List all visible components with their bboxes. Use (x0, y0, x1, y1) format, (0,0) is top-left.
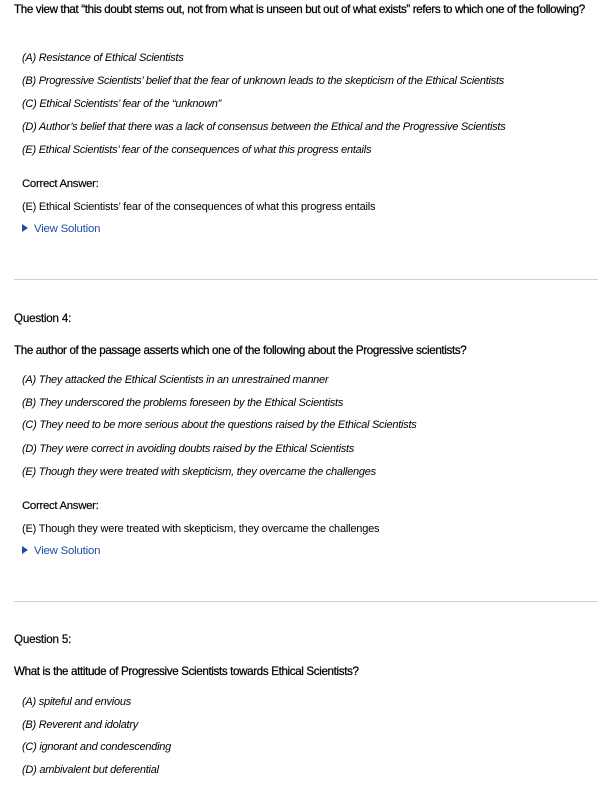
question-4-correct-answer-label: Correct Answer: (22, 500, 99, 512)
expand-triangle-icon (22, 224, 28, 232)
question-5-heading: Question 5: (14, 633, 72, 646)
question-5-option-d: (D) ambivalent but deferential (22, 764, 159, 776)
question-3-correct-answer: (E) Ethical Scientists’ fear of the consequences of what this progress entails (22, 201, 376, 213)
question-4-option-e: (E) Though they were treated with skepticism, they overcame the challenges (22, 466, 376, 478)
question-4-option-c: (C) They need to be more serious about the questions raised by the Ethical Scientists (22, 419, 417, 431)
question-5-text: What is the attitude of Progressive Scientists towards Ethical Scientists? (14, 665, 359, 678)
question-3-option-d: (D) Author’s belief that there was a lack of consensus between the Ethical and the Progressive Scientists (22, 121, 506, 133)
question-3-option-c: (C) Ethical Scientists’ fear of the “unknown” (22, 98, 222, 110)
view-solution-label: View Solution (34, 223, 101, 235)
question-3-correct-answer-label: Correct Answer: (22, 178, 99, 190)
question-3-option-a: (A) Resistance of Ethical Scientists (22, 52, 184, 64)
question-4-option-d: (D) They were correct in avoiding doubts raised by the Ethical Scientists (22, 443, 355, 455)
question-4-text: The author of the passage asserts which one of the following about the Progressive scientists? (14, 344, 467, 357)
divider (14, 279, 598, 280)
view-solution-label: View Solution (34, 545, 101, 557)
question-5-option-b: (B) Reverent and idolatry (22, 719, 139, 731)
question-3-text: The view that “this doubt stems out, not from what is unseen but out of what exists” refers to which one of the following? (14, 3, 585, 16)
question-4-heading: Question 4: (14, 312, 72, 325)
question-3-view-solution-button[interactable] (22, 223, 100, 235)
divider (14, 601, 598, 602)
question-4-option-b: (B) They underscored the problems foreseen by the Ethical Scientists (22, 397, 344, 409)
question-3-option-e: (E) Ethical Scientists’ fear of the consequences of what this progress entails (22, 144, 372, 156)
question-4-option-a: (A) They attacked the Ethical Scientists in an unrestrained manner (22, 374, 329, 386)
question-5-option-a: (A) spiteful and envious (22, 696, 131, 708)
question-4-correct-answer: (E) Though they were treated with skepticism, they overcame the challenges (22, 523, 380, 535)
question-5-option-c: (C) ignorant and condescending (22, 741, 172, 753)
question-4-view-solution-button[interactable] (22, 545, 100, 557)
expand-triangle-icon (22, 546, 28, 554)
question-3-option-b: (B) Progressive Scientists’ belief that the fear of unknown leads to the skepticism of the Ethical Scientists (22, 75, 505, 87)
